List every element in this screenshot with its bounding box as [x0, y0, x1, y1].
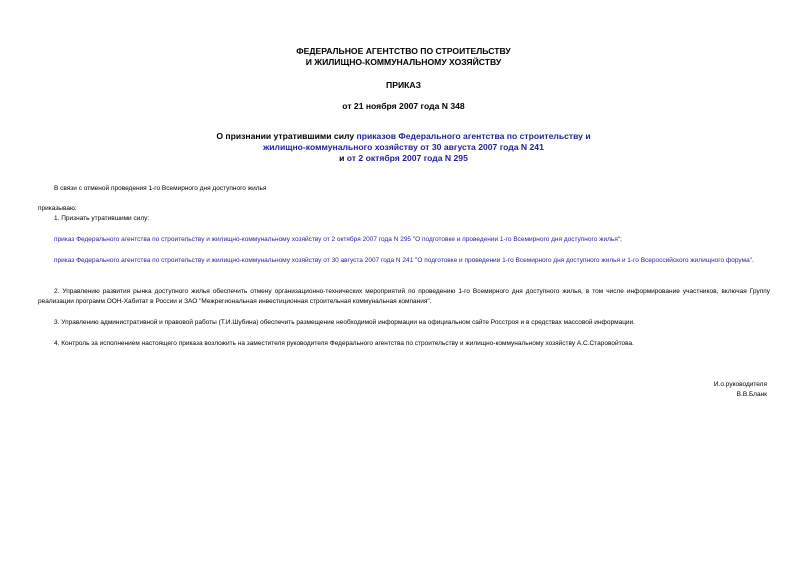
item-2-text: 2. Управлению развития рынка доступного жилья обеспечить отмену организационно-технических мероприятий по проведению 1-го Всемирного дня доступного жилья, в том числе информирование участников, включая Группу реализации программ ООН-Хабитат в России и ЗАО "Межрегиональная инвестиционная строительная коммунальная компания".	[38, 288, 770, 305]
signature-name: В.В.Бланк	[736, 391, 767, 398]
title-link-orders[interactable]: приказов Федерального агентства по строительству и	[356, 131, 591, 141]
item-4-text: 4. Контроль за исполнением настоящего приказа возложить на заместителя руководителя Федерального агентства по строительству и жилищно-коммунальному хозяйству А.С.Старовойтова.	[54, 340, 634, 347]
document-type: ПРИКАЗ	[386, 80, 421, 90]
link-order-241[interactable]: приказ Федерального агентства по строительству и жилищно-коммунальному хозяйству от 30 августа 2007 года N 241 "О подготовке и проведении 1-го Всемирного дня доступного жилья и 1-го Всероссийского жилищного форума".	[54, 257, 754, 264]
orders-word: приказываю:	[38, 205, 77, 212]
signature-position: И.о.руководителя	[713, 381, 767, 388]
item-3-text: 3. Управлению административной и правовой работы (Т.И.Шубина) обеспечить размещение необходимой информации на официальном сайте Росстроя и в средствах массовой информации.	[54, 319, 635, 326]
agency-header	[0, 46, 807, 67]
preamble-text: В связи с отменой проведения 1-го Всемирного дня доступного жилья	[54, 185, 267, 192]
title-link-orders-cont[interactable]: жилищно-коммунального хозяйству от 30 августа 2007 года N 241	[263, 142, 544, 152]
document-date-number: от 21 ноября 2007 года N 348	[342, 101, 465, 111]
agency-line-2: И ЖИЛИЩНО-КОММУНАЛЬНОМУ ХОЗЯЙСТВУ	[305, 56, 502, 67]
item-1-text: 1. Признать утратившими силу:	[54, 215, 150, 222]
signature-block	[714, 380, 767, 400]
document-title	[0, 131, 807, 164]
title-prefix: О признании утратившими силу	[216, 131, 357, 141]
title-conjunction: и	[339, 153, 347, 163]
agency-line-1: ФЕДЕРАЛЬНОЕ АГЕНТСТВО ПО СТРОИТЕЛЬСТВУ	[296, 46, 511, 56]
title-link-order-295[interactable]: от 2 октября 2007 года N 295	[346, 153, 468, 163]
link-order-295[interactable]: приказ Федерального агентства по строительству и жилищно-коммунальному хозяйству от 2 октября 2007 года N 295 "О подготовке и проведении 1-го Всемирного дня доступного жилья";	[54, 236, 622, 243]
